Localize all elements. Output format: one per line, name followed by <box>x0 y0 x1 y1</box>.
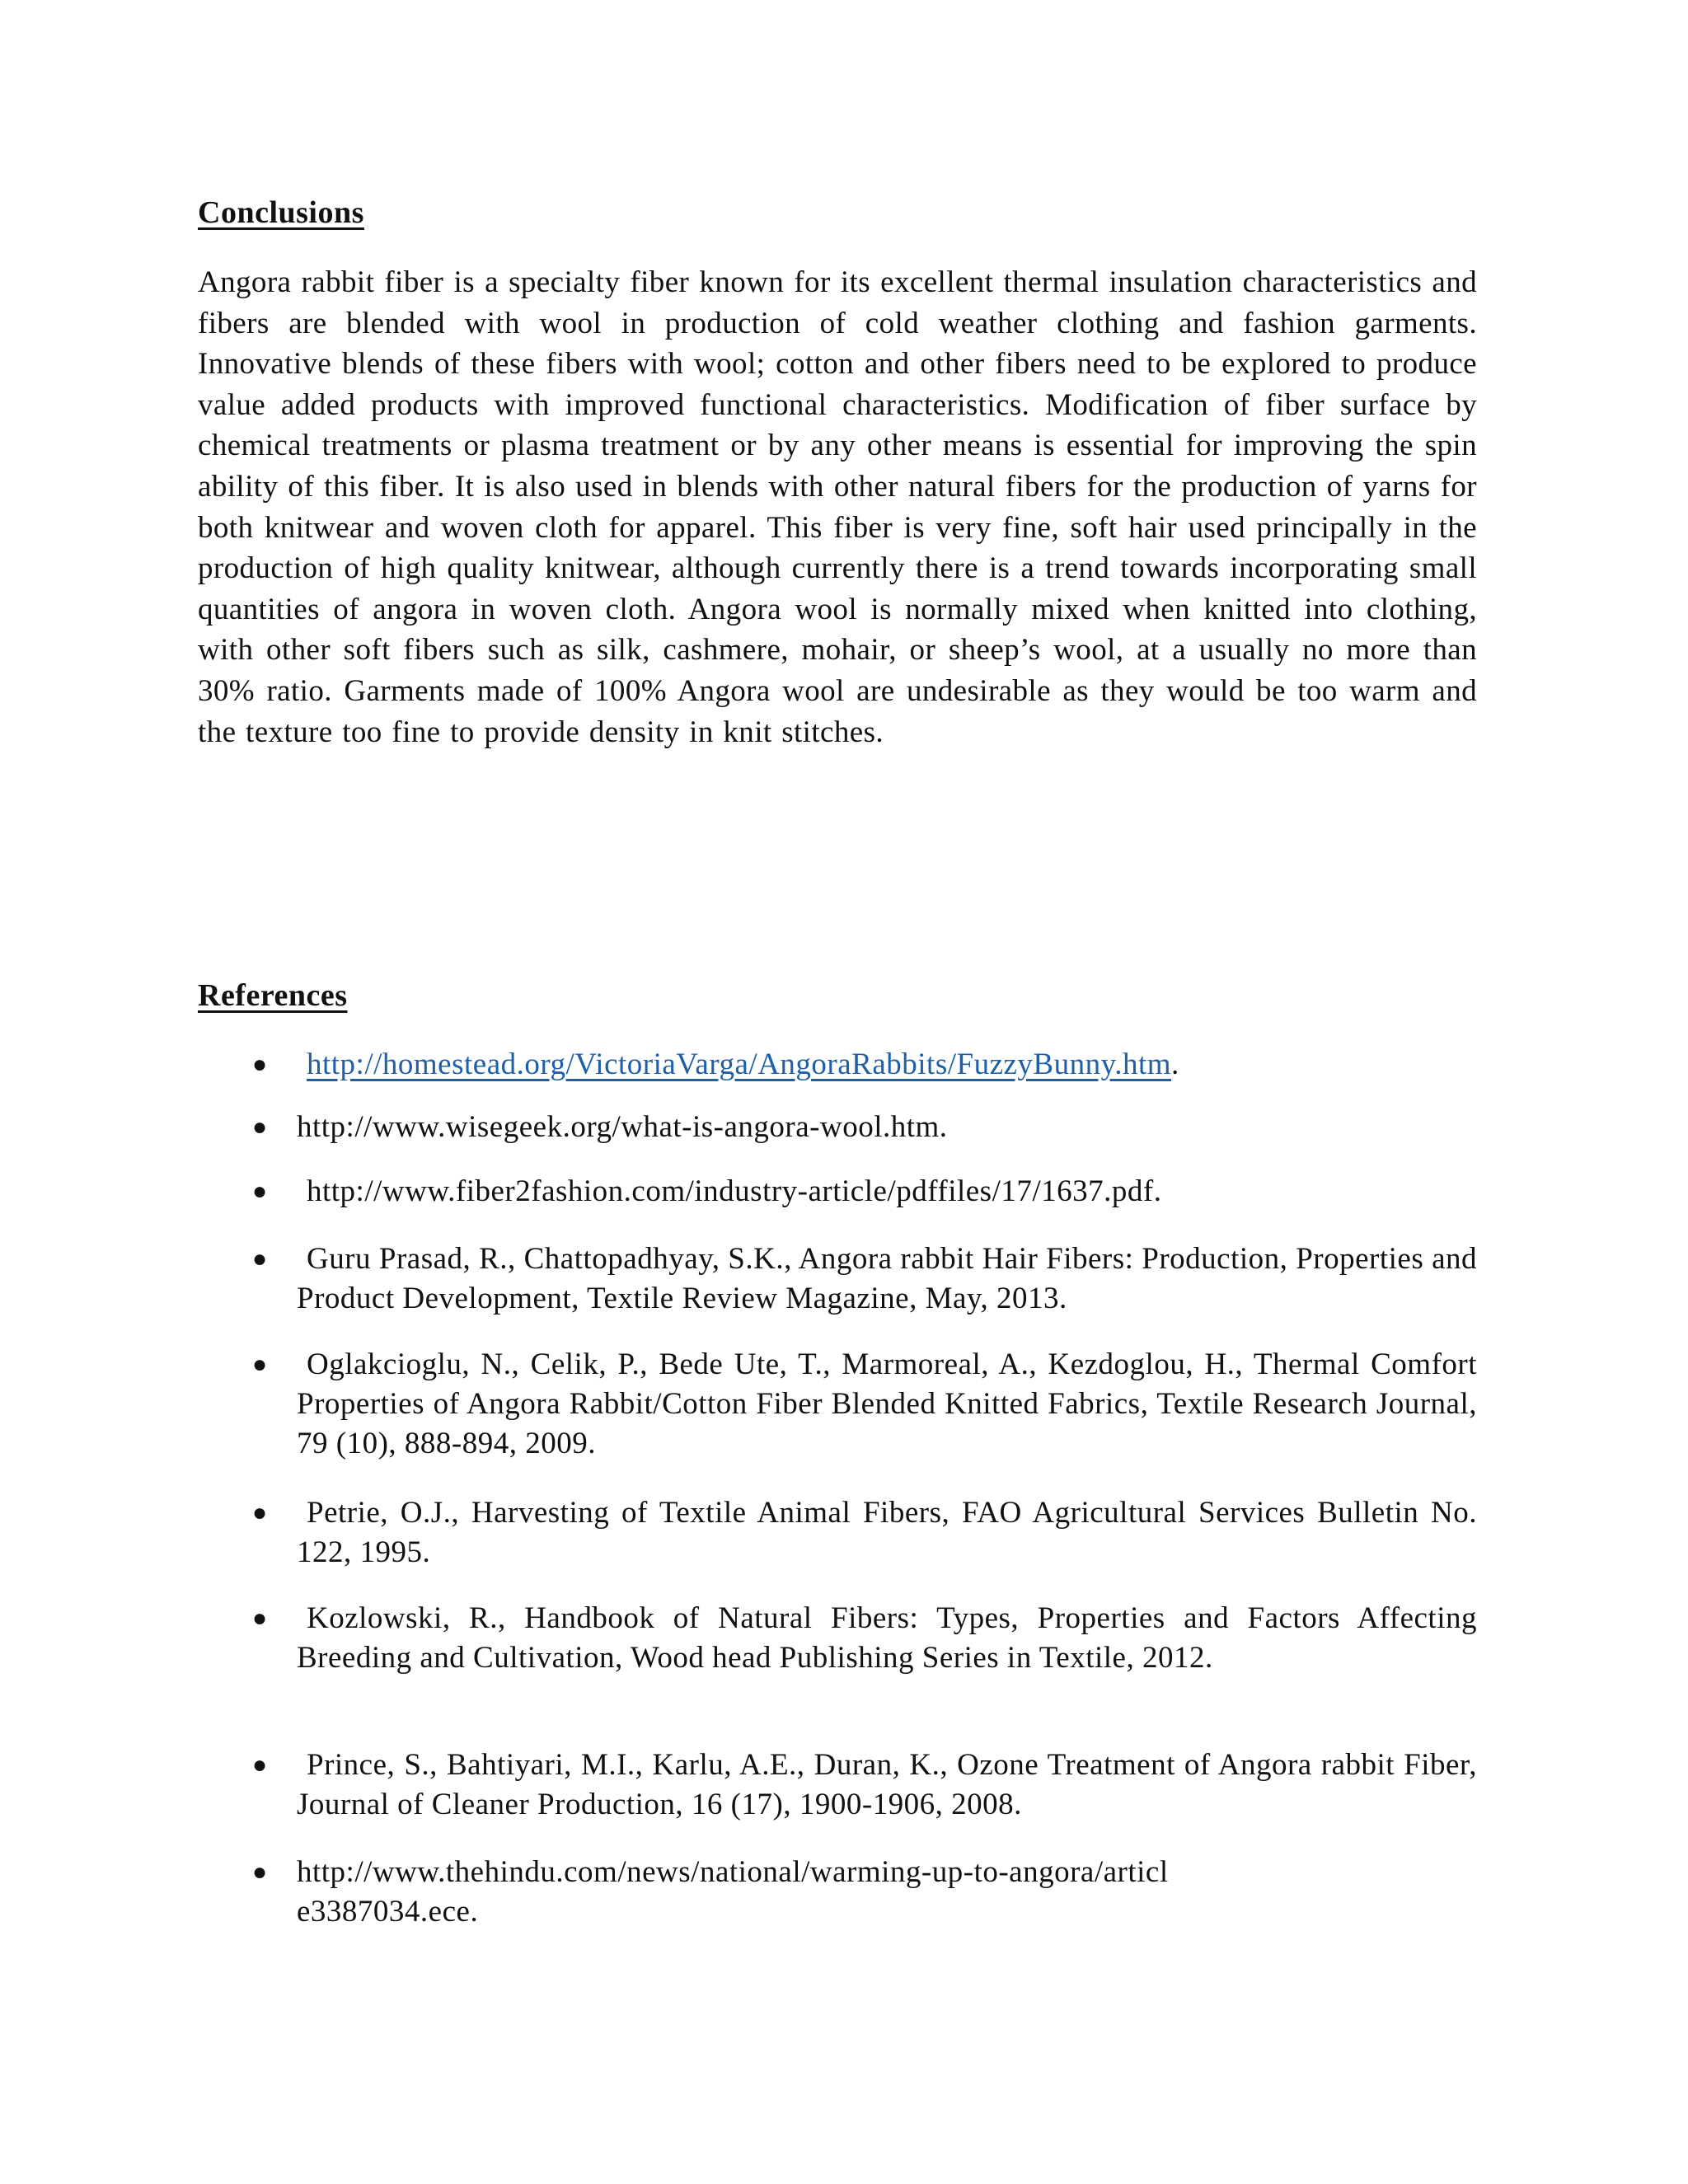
bullet-icon: ● <box>252 1351 268 1378</box>
reference-text: http://www.wisegeek.org/what-is-angora-wool.htm. <box>297 1110 948 1144</box>
bullet-icon: ● <box>252 1605 268 1632</box>
reference-link-suffix: . <box>1171 1047 1179 1081</box>
reference-text: Kozlowski, R., Handbook of Natural Fibers: Types, Properties and Factors Affecting Breeding and Cultivation, Wood head Publishing Series in Textile, 2012. <box>297 1601 1477 1675</box>
reference-text: Oglakcioglu, N., Celik, P., Bede Ute, T., Marmoreal, A., Kezdoglou, H., Thermal Comfort Properties of Angora Rabbit/Cotton Fiber Blended Knitted Fabrics, Textile Research Journal, 79 (10), 888-894, 2009. <box>297 1347 1477 1460</box>
reference-text: Guru Prasad, R., Chattopadhyay, S.K., Angora rabbit Hair Fibers: Production, Properties and Product Development, Textile Review Magazine, May, 2013. <box>297 1242 1477 1315</box>
bullet-icon: ● <box>252 1245 268 1272</box>
bullet-icon: ● <box>252 1051 268 1078</box>
reference-item <box>252 1345 1477 1464</box>
reference-item <box>252 1240 1477 1319</box>
bullet-icon: ● <box>252 1178 268 1205</box>
reference-text: Petrie, O.J., Harvesting of Textile Animal Fibers, FAO Agricultural Services Bulletin No. 122, 1995. <box>297 1496 1477 1569</box>
references-heading: References <box>198 978 348 1013</box>
reference-text: http://www.thehindu.com/news/national/warming-up-to-angora/article3387034.ece. <box>297 1855 1169 1929</box>
reference-item <box>252 1172 1477 1212</box>
reference-item <box>252 1746 1477 1825</box>
conclusions-paragraph: Angora rabbit fiber is a specialty fiber known for its excellent thermal insulation characteristics and fibers are blended with wool in production of cold weather clothing and fashion garments. Innovative blends of these fibers with wool; cotton and other fibers need to be explored to produce value added products with improved functional characteristics. Modification of fiber surface by chemical treatments or plasma treatment or by any other means is essential for improving the spin ability of this fiber. It is also used in blends with other natural fibers for the production of yarns for both knitwear and woven cloth for apparel. This fiber is very fine, soft hair used principally in the production of high quality knitwear, although currently there is a trend towards incorporating small quantities of angora in woven cloth. Angora wool is normally mixed when knitted into clothing, with other soft fibers such as silk, cashmere, mohair, or sheep’s wool, at a usually no more than 30% ratio. Garments made of 100% Angora wool are undesirable as they would be too warm and the texture too fine to provide density in knit stitches. <box>198 265 1477 749</box>
reference-item <box>252 1853 1170 1932</box>
reference-text: http://www.fiber2fashion.com/industry-article/pdffiles/17/1637.pdf. <box>307 1174 1162 1208</box>
bullet-icon: ● <box>252 1499 268 1526</box>
reference-text: Prince, S., Bahtiyari, M.I., Karlu, A.E., Duran, K., Ozone Treatment of Angora rabbit Fiber, Journal of Cleaner Production, 16 (17), 1900-1906, 2008. <box>297 1748 1477 1821</box>
reference-link[interactable]: http://homestead.org/VictoriaVarga/AngoraRabbits/FuzzyBunny.htm <box>307 1047 1172 1081</box>
bullet-icon: ● <box>252 1858 268 1886</box>
bullet-icon: ● <box>252 1113 268 1141</box>
reference-item <box>252 1045 1477 1085</box>
reference-item <box>252 1493 1477 1572</box>
bullet-icon: ● <box>252 1751 268 1779</box>
conclusions-heading: Conclusions <box>198 195 364 230</box>
reference-item <box>252 1108 1477 1147</box>
reference-item <box>252 1599 1477 1678</box>
